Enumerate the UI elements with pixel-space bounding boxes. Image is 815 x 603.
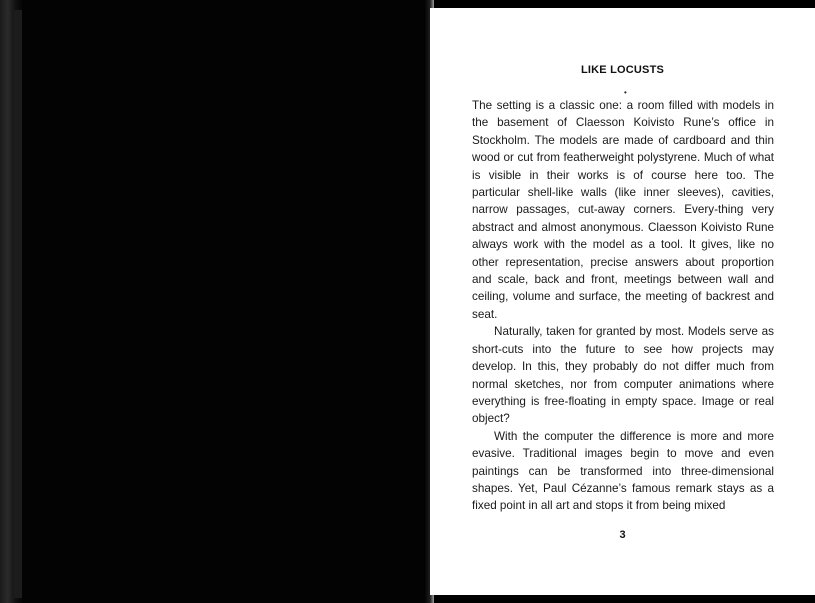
right-page — [430, 8, 815, 595]
paragraph-3: With the computer the difference is more and more evasive. Traditional images begin to move and even paintings can be transformed into three-dimensional shapes. Yet, Paul Cézanne’s famous remark stays as a fixed point in all art and stops it from being mixed — [472, 429, 774, 513]
paragraph-2: Naturally, taken for granted by most. Models serve as short-cuts into the future to see how projects may develop. In this, they probably do not differ much from normal sketches, nor from computer animations where everything is free-floating in empty space. Image or real object? — [472, 325, 774, 426]
page-number: 3 — [619, 529, 626, 541]
print-mark: • — [624, 88, 627, 97]
body-text — [472, 97, 774, 515]
paragraph-1: The setting is a classic one: a room filled with models in the basement of Claesson Koivisto Rune’s office in Stockholm. The models are made of cardboard and thin wood or cut from featherweight polystyrene. Much of what is visible in their works is of course here too. The particular shell-like walls (like inner sleeves), cavities, narrow passages, cut-away corners. Every-thing very abstract and almost anonymous. Claesson Koivisto Rune always work with the model as a tool. It gives, like no other representation, precise answers about proportion and scale, back and front, meetings between wall and ceiling, volume and surface, the meeting of backrest and seat. — [472, 99, 774, 321]
chapter-title: LIKE LOCUSTS — [580, 64, 665, 76]
book-cover-inner-edge — [14, 10, 22, 598]
